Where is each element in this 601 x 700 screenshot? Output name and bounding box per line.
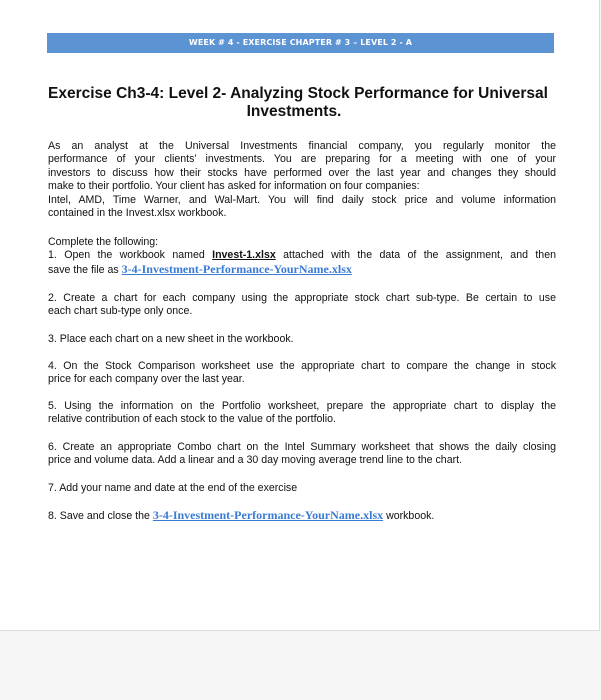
step-6-line-2: price and volume data. Add a linear and a 30 day moving average trend line to the chart. bbox=[48, 454, 463, 467]
step-3-line: 3. Place each chart on a new sheet in the workbook. bbox=[48, 333, 294, 345]
title-line-1: Exercise Ch3-4: Level 2- Analyzing Stock Performance for Universal bbox=[48, 85, 548, 102]
intro-line: contained in the Invest.xlsx workbook. bbox=[48, 207, 227, 220]
step-5-line-2: relative contribution of each stock to the value of the portfolio. bbox=[48, 413, 336, 426]
step-4-line-2: price for each company over the last year. bbox=[48, 373, 245, 386]
intro-line: performance of your clients’ investments. You are preparing for a meeting with one of your bbox=[48, 153, 556, 166]
step-8-line bbox=[48, 509, 556, 523]
step-4-line-1: 4. On the Stock Comparison worksheet use the appropriate chart to compare the change in stock bbox=[48, 360, 556, 372]
intro-line: As an analyst at the Universal Investments financial company, you regularly monitor the bbox=[48, 140, 556, 152]
step-8 bbox=[48, 509, 556, 523]
page-title bbox=[48, 85, 560, 121]
step-7-line: 7. Add your name and date at the end of the exercise bbox=[48, 482, 298, 494]
step-6 bbox=[48, 441, 556, 468]
invest-file-name: Invest-1.xlsx bbox=[212, 249, 276, 262]
intro-paragraph bbox=[48, 140, 556, 220]
title-line-2: Investments. bbox=[246, 103, 342, 120]
header-banner: WEEK # 4 - EXERCISE CHAPTER # 3 – LEVEL 2 - A bbox=[47, 33, 554, 53]
step-4 bbox=[48, 360, 556, 387]
intro-line: investors to discuss how their stocks have performed over the last year and changes they should bbox=[48, 166, 556, 179]
step-3 bbox=[48, 333, 556, 346]
step-1-line-1 bbox=[48, 249, 556, 262]
step-1-suffix: attached with the data of the assignment, and then bbox=[275, 249, 556, 262]
step-6-line-1: 6. Create an appropriate Combo chart on the Intel Summary worksheet that shows the daily closing bbox=[48, 441, 556, 453]
intro-line: Intel, AMD, Time Warner, and Wal-Mart. You will find daily stock price and volume information bbox=[48, 193, 556, 206]
step-2-line-1: 2. Create a chart for each company using the appropriate stock chart sub-type. Be certain to use bbox=[48, 292, 556, 304]
steps-heading: Complete the following: bbox=[48, 236, 159, 248]
step-7 bbox=[48, 482, 556, 495]
step-5 bbox=[48, 400, 556, 427]
step-1-line-2 bbox=[48, 263, 556, 277]
intro-line: make to their portfolio. Your client has asked for information on four companies: bbox=[48, 180, 420, 193]
step-5-line-1: 5. Using the information on the Portfolio worksheet, prepare the appropriate chart to display the bbox=[48, 400, 556, 412]
step-2 bbox=[48, 292, 556, 319]
steps-heading-block bbox=[48, 236, 556, 277]
step-1-prefix: 1. Open the workbook named bbox=[48, 249, 213, 262]
close-file-link[interactable]: 3-4-Investment-Performance-YourName.xlsx bbox=[152, 508, 384, 522]
step-8-suffix: workbook. bbox=[383, 510, 435, 522]
save-as-file-link[interactable]: 3-4-Investment-Performance-YourName.xlsx bbox=[121, 261, 352, 276]
step-8-prefix: 8. Save and close the bbox=[48, 510, 153, 522]
step-2-line-2: each chart sub-type only once. bbox=[48, 305, 193, 318]
step-1-line2-prefix: save the file as bbox=[48, 263, 122, 276]
